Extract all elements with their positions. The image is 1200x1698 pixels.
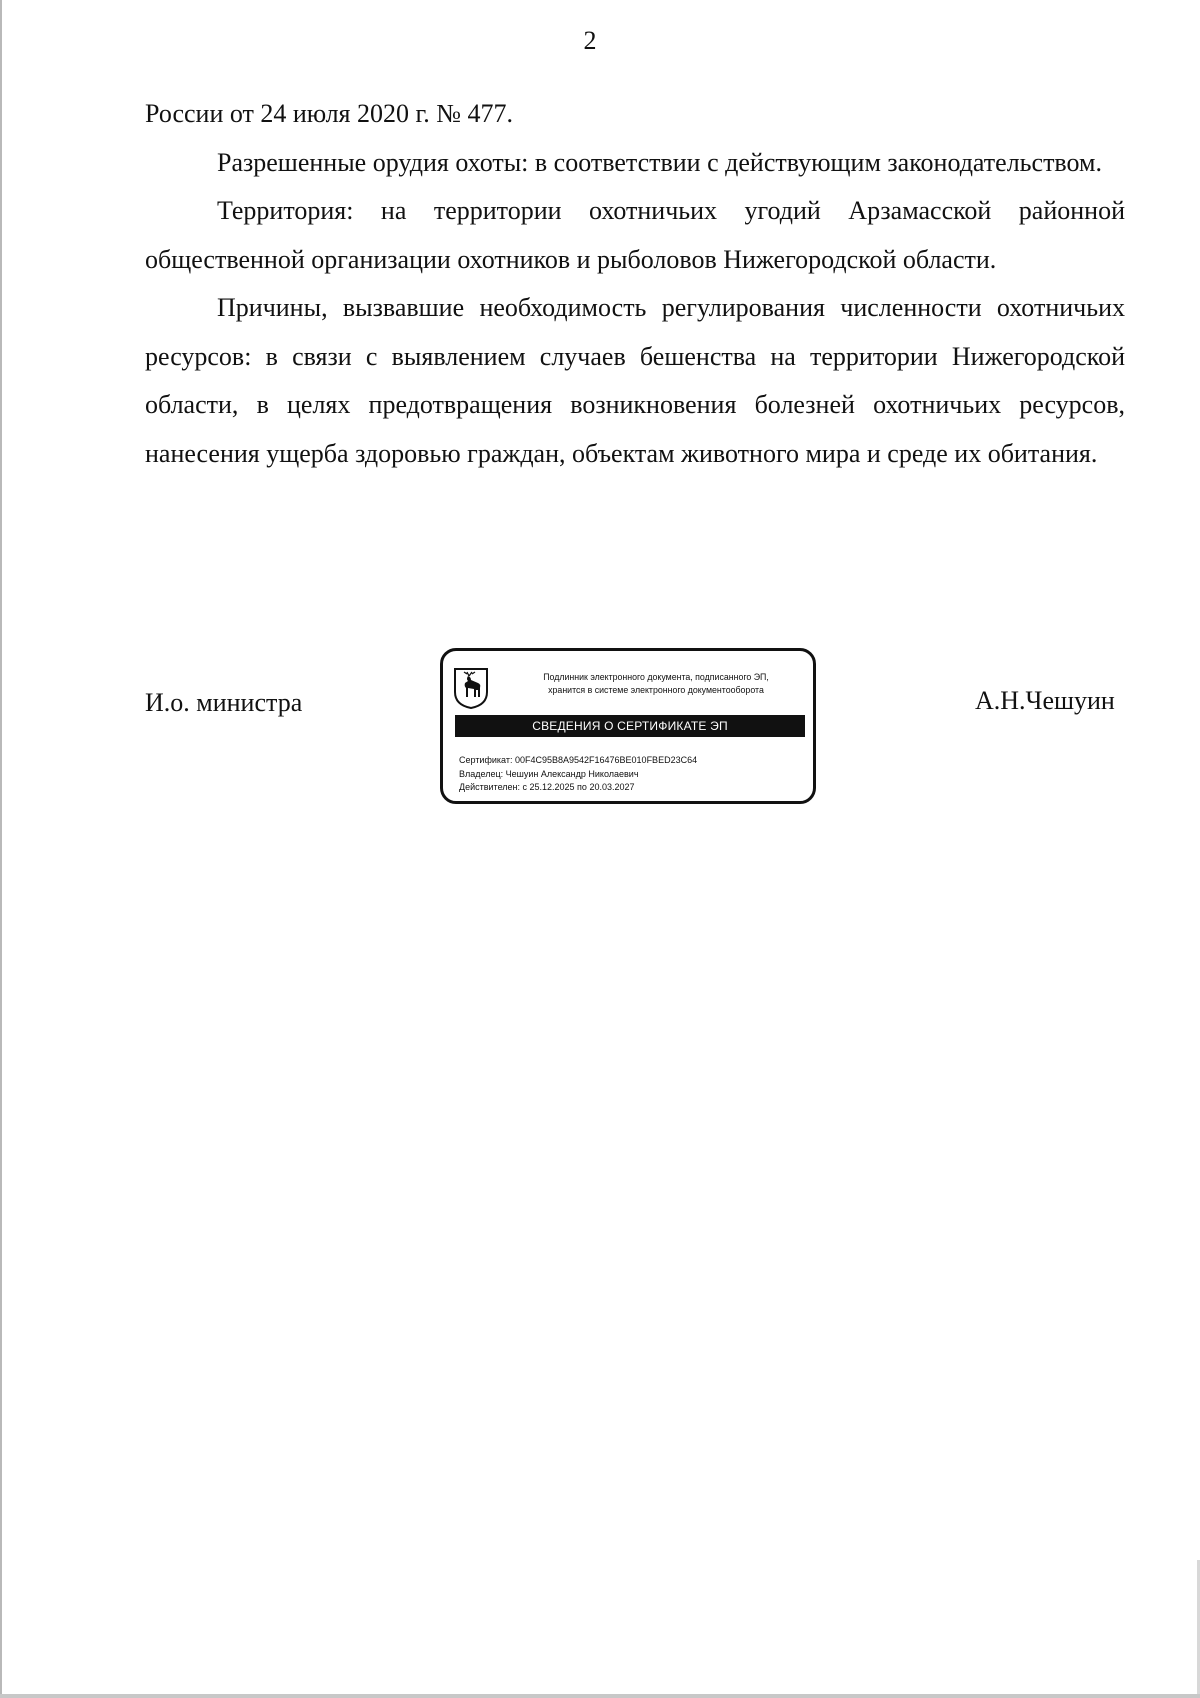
stamp-certificate-title: СВЕДЕНИЯ О СЕРТИФИКАТЕ ЭП bbox=[455, 715, 805, 737]
signer-name: А.Н.Чешуин bbox=[975, 686, 1115, 715]
paragraph-reasons: Причины, вызвавшие необходимость регулирования численности охотничьих ресурсов: в связи с выявлением случаев бешенства на территории Нижегородской области, в целях предотвращения возникновения болезней охотничьих ресурсов, нанесения ущерба здоровью граждан, объектам животного мира и среде их обитания. bbox=[145, 293, 1125, 468]
paragraph-hunting-tools: Разрешенные орудия охоты: в соответствии с действующим законодательством. bbox=[217, 147, 1102, 177]
stamp-certificate-details bbox=[459, 754, 809, 795]
certificate-validity: Действителен: с 25.12.2025 по 20.03.2027 bbox=[459, 782, 635, 792]
page-number: 2 bbox=[583, 26, 597, 55]
document-body bbox=[145, 90, 1125, 478]
scan-edge-bottom bbox=[0, 1694, 1200, 1698]
deer-coat-of-arms-icon bbox=[452, 666, 490, 710]
scan-edge-left bbox=[0, 0, 2, 1698]
electronic-signature-stamp bbox=[440, 648, 816, 804]
certificate-serial: Сертификат: 00F4C95B8A9542F16476BE010FBED23C64 bbox=[459, 755, 698, 765]
paragraph-territory: Территория: на территории охотничьих угодий Арзамасской районной общественной организации охотников и рыболовов Нижегородской области. bbox=[145, 196, 1125, 274]
signer-position: И.о. министра bbox=[145, 688, 303, 717]
stamp-heading: Подлинник электронного документа, подписанного ЭП, хранится в системе электронного документооборота bbox=[543, 672, 769, 695]
certificate-owner: Владелец: Чешуин Александр Николаевич bbox=[459, 768, 639, 779]
paragraph-continuation: России от 24 июля 2020 г. № 477. bbox=[145, 99, 514, 128]
